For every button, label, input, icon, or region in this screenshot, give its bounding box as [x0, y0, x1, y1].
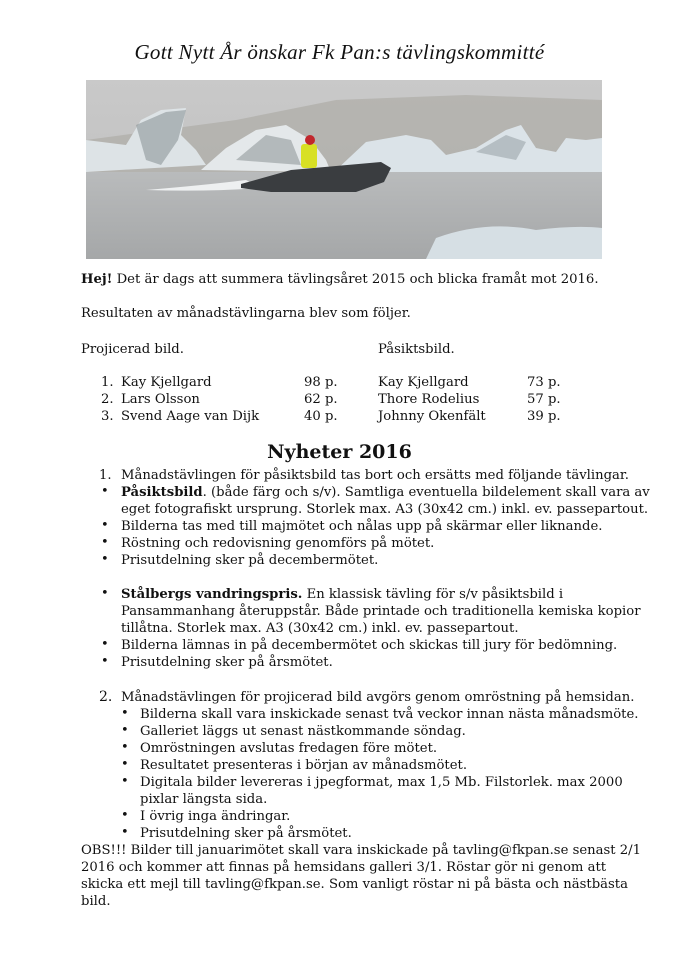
- list-item: Påsiktsbild. (både färg och s/v). Samtliga eventuella bildelement skall vara av: [121, 485, 650, 500]
- list-item: Resultatet presenteras i början av månadsmötet.: [140, 758, 468, 773]
- print-name: Kay Kjellgard: [378, 375, 469, 390]
- projected-points: 98 p.: [304, 375, 338, 390]
- list-item: Prisutdelning sker på årsmötet.: [140, 826, 352, 841]
- list-number: 2.: [99, 689, 113, 705]
- projected-name: Lars Olsson: [121, 392, 200, 407]
- bullet-icon: •: [121, 757, 129, 772]
- projected-points: 40 p.: [304, 409, 338, 424]
- news-item-1: Månadstävlingen för påsiktsbild tas bort och ersätts med följande tävlingar.: [121, 468, 629, 483]
- list-item: Röstning och redovisning genomförs på mötet.: [121, 536, 435, 551]
- rank: 3.: [101, 409, 114, 424]
- print-points: 73 p.: [527, 375, 561, 390]
- news-item-2: Månadstävlingen för projicerad bild avgörs genom omröstning på hemsidan.: [121, 690, 635, 705]
- header-photo: [86, 80, 602, 259]
- list-number: 1.: [99, 468, 112, 483]
- obs-line: bild.: [81, 894, 111, 909]
- intro-paragraph: [81, 271, 599, 288]
- intro-text: Det är dags att summera tävlingsåret 2015 och blicka framåt mot 2016.: [112, 272, 599, 287]
- bullet-icon: •: [101, 552, 109, 567]
- results-intro: Resultaten av månadstävlingarna blev som följer.: [81, 306, 411, 321]
- list-item-continued: pixlar längsta sida.: [140, 792, 268, 807]
- news-heading: Nyheter 2016: [267, 441, 412, 463]
- print-points: 39 p.: [527, 409, 561, 424]
- bullet-icon: •: [121, 808, 129, 823]
- list-item-continued: tillåtna. Storlek max. A3 (30x42 cm.) inkl. ev. passepartout.: [121, 621, 519, 636]
- list-item: Bilderna skall vara inskickade senast två veckor innan nästa månadsmöte.: [140, 707, 639, 722]
- list-item: Stålbergs vandringspris. En klassisk tävling för s/v påsiktsbild i: [121, 587, 564, 602]
- obs-line: skicka ett mejl till tavling@fkpan.se. Som vanligt röstar ni på bästa och nästbästa: [81, 877, 628, 892]
- obs-line: 2016 och kommer att finnas på hemsidans galleri 3/1. Röstar gör ni genom att: [81, 860, 607, 875]
- projected-points: 62 p.: [304, 392, 338, 407]
- list-item: Digitala bilder levereras i jpegformat, max 1,5 Mb. Filstorlek. max 2000: [140, 775, 623, 790]
- bullet-icon: •: [101, 586, 109, 601]
- bullet-icon: •: [101, 518, 109, 533]
- projected-name: Kay Kjellgard: [121, 375, 212, 390]
- rank: 2.: [101, 392, 114, 407]
- print-name: Thore Rodelius: [378, 392, 480, 407]
- list-item-continued: Pansammanhang återuppstår. Både printade och traditionella kemiska kopior: [121, 604, 641, 619]
- bullet-icon: •: [101, 654, 109, 669]
- list-item: I övrig inga ändringar.: [140, 809, 291, 824]
- print-heading: Påsiktsbild.: [378, 342, 455, 357]
- bullet-icon: •: [121, 706, 129, 721]
- bullet-icon: •: [121, 740, 129, 755]
- list-item: Prisutdelning sker på decembermötet.: [121, 553, 379, 568]
- bullet-icon: •: [101, 637, 109, 652]
- rank: 1.: [101, 375, 114, 390]
- bullet-icon: •: [101, 484, 109, 499]
- print-name: Johnny Okenfält: [378, 409, 486, 424]
- list-item: Prisutdelning sker på årsmötet.: [121, 655, 333, 670]
- list-item: Omröstningen avslutas fredagen före mötet.: [140, 741, 438, 756]
- list-item-continued: eget fotografiskt ursprung. Storlek max. A3 (30x42 cm.) inkl. ev. passepartout.: [121, 502, 649, 517]
- document-title: Gott Nytt År önskar Fk Pan:s tävlingskommitté: [134, 40, 545, 64]
- print-points: 57 p.: [527, 392, 561, 407]
- iceberg-boat-image: [86, 80, 602, 259]
- list-item: Bilderna tas med till majmötet och nålas upp på skärmar eller liknande.: [121, 519, 603, 534]
- bullet-icon: •: [121, 825, 129, 840]
- bullet-icon: •: [121, 723, 129, 738]
- projected-name: Svend Aage van Dijk: [121, 409, 260, 424]
- greeting: Hej!: [81, 272, 113, 287]
- bullet-icon: •: [121, 774, 129, 789]
- list-item: Bilderna lämnas in på decembermötet och skickas till jury för bedömning.: [121, 638, 618, 653]
- list-item: Galleriet läggs ut senast nästkommande söndag.: [140, 724, 466, 739]
- obs-line: OBS!!! Bilder till januarimötet skall vara inskickade på tavling@fkpan.se senast 2/1: [81, 843, 641, 858]
- bullet-icon: •: [101, 535, 109, 550]
- projected-heading: Projicerad bild.: [81, 342, 184, 357]
